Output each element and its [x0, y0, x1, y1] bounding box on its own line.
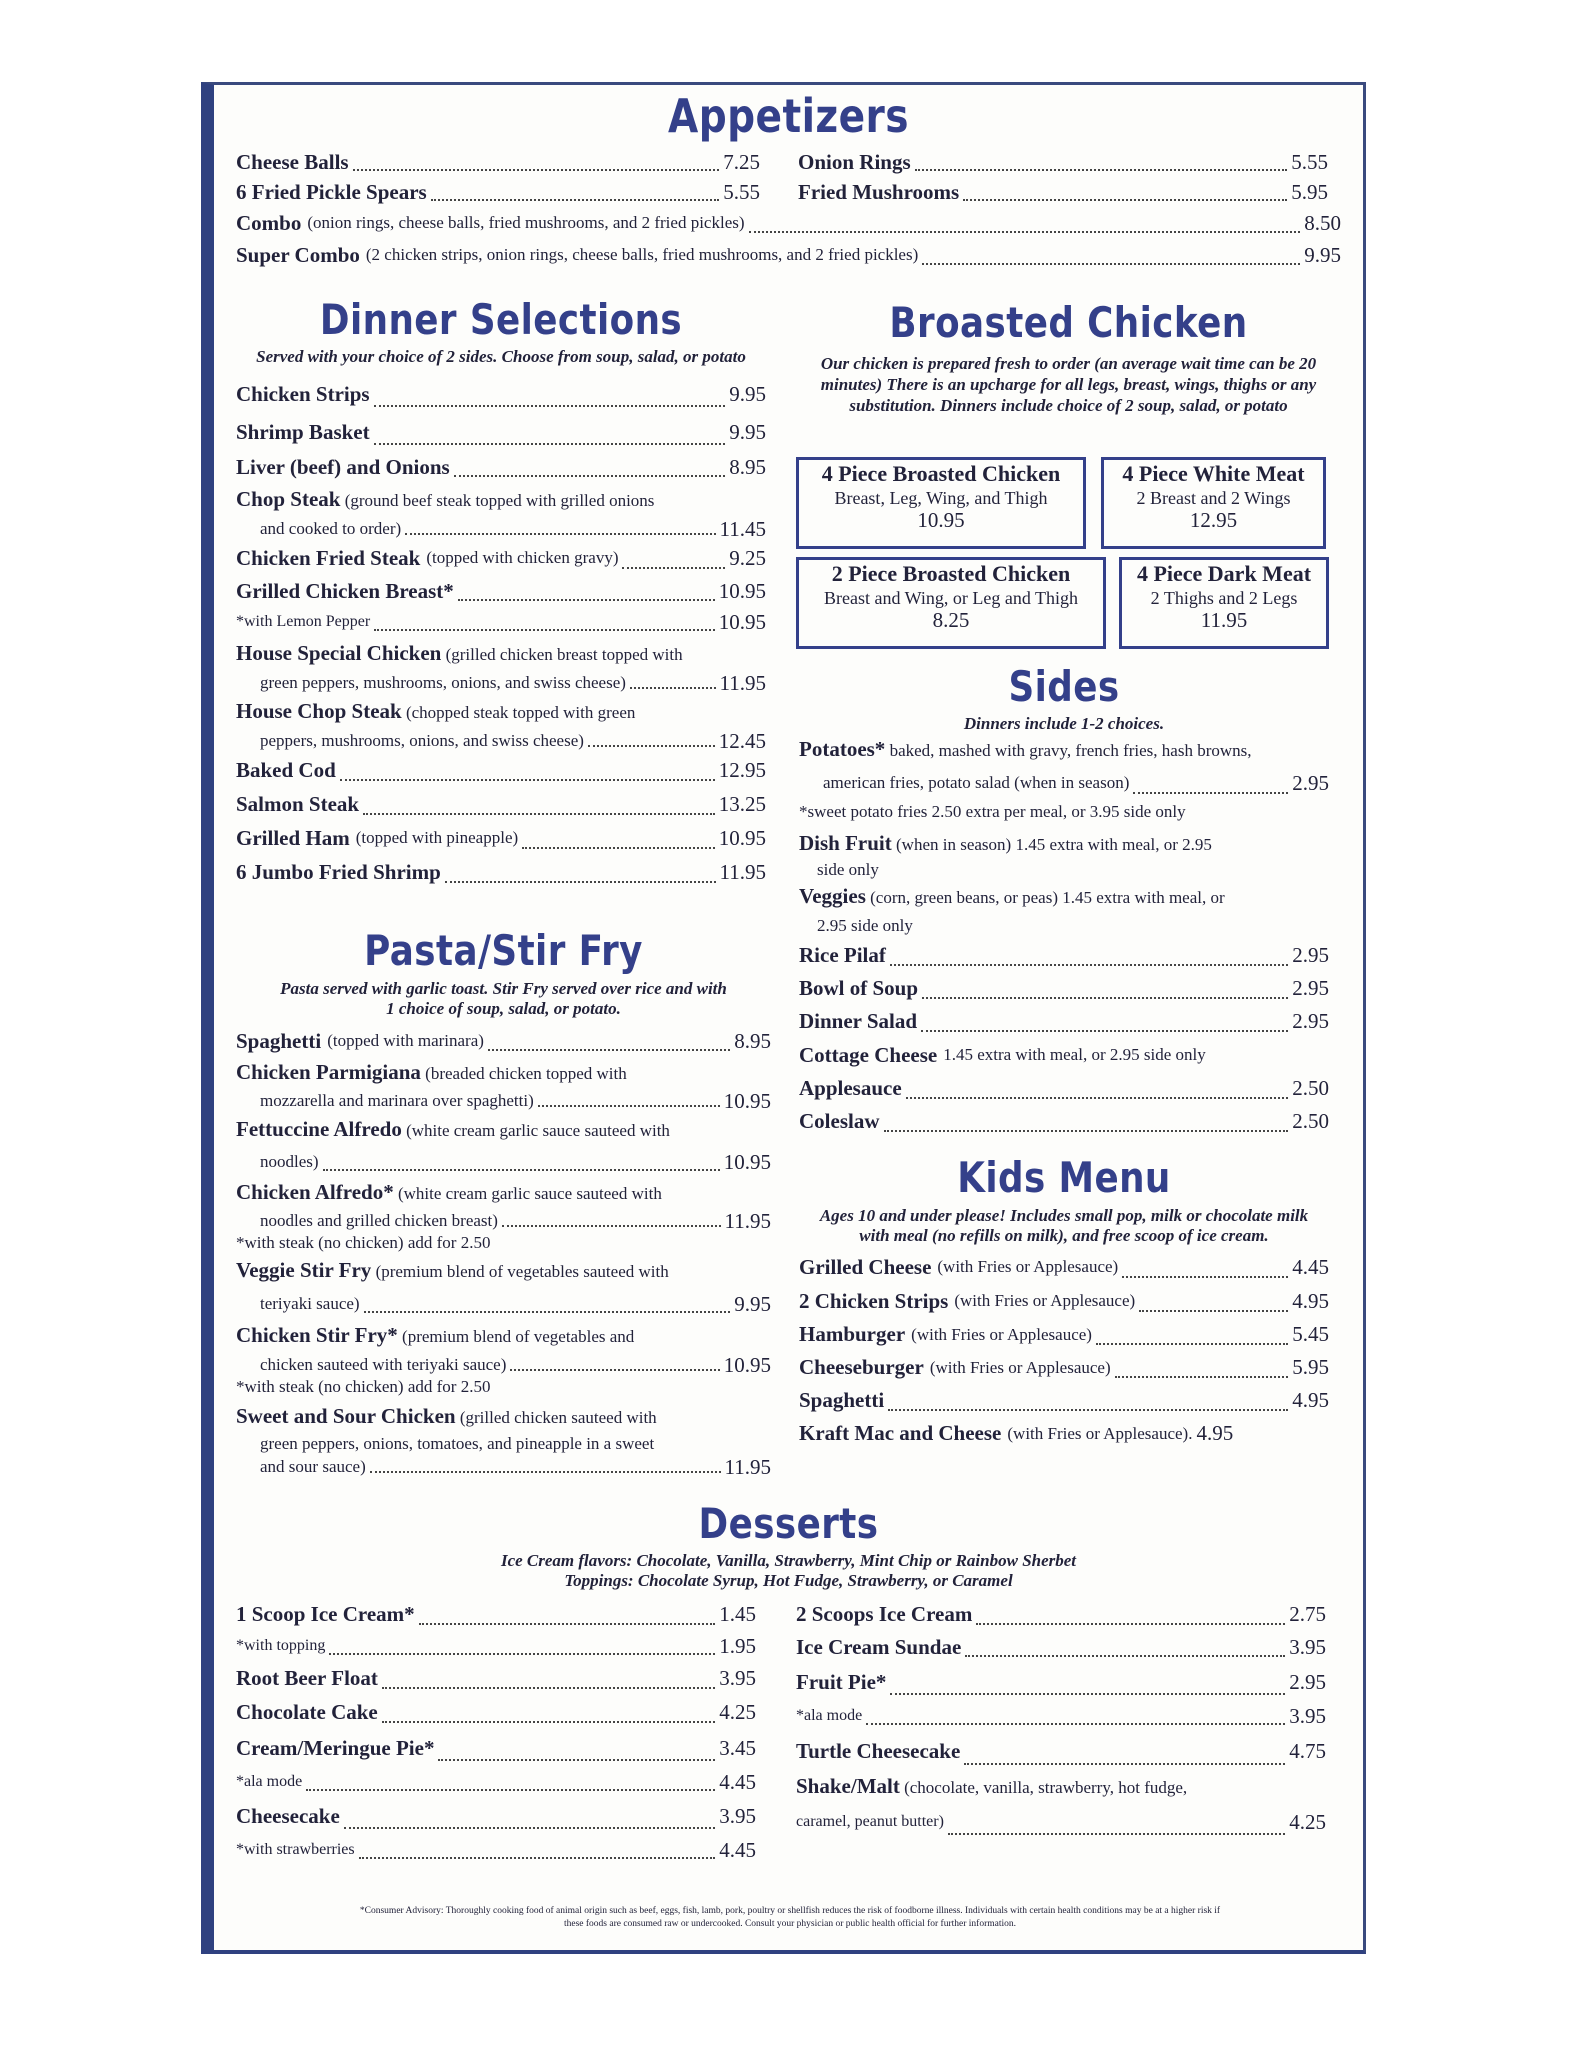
dessert-item-shake: Shake/Malt (chocolate, vanilla, strawberry, hot fudge,: [796, 1774, 1188, 1798]
menu-page: [201, 82, 1366, 1954]
desserts-section: [236, 1497, 1341, 1865]
side-item-cont: side only: [817, 860, 879, 879]
kids-title: Kids Menu: [957, 1153, 1171, 1202]
sides-title: Sides: [1008, 662, 1120, 711]
broasted-box-white: 4 Piece White Meat 2 Breast and 2 Wings 12.95: [1101, 457, 1326, 549]
appetizers-title: Appetizers: [668, 89, 909, 143]
pasta-title: Pasta/Stir Fry: [364, 926, 643, 975]
dessert-item-cont: caramel, peanut butter) 4.25: [796, 1810, 1326, 1834]
menu-item: Grilled Ham (topped with pineapple) 10.95: [236, 826, 766, 850]
menu-item: Liver (beef) and Onions 8.95: [236, 455, 766, 479]
sides-subtitle: Dinners include 1-2 choices.: [963, 714, 1165, 733]
menu-item: 6 Fried Pickle Spears 5.55: [236, 180, 760, 204]
dessert-item: *ala mode 3.95: [796, 1704, 1326, 1728]
menu-item: Grilled Chicken Breast* 10.95: [236, 579, 766, 603]
kids-item: Cheeseburger (with Fries or Applesauce) 5.95: [799, 1355, 1329, 1379]
broasted-box-2pc: 2 Piece Broasted Chicken Breast and Wing, or Leg and Thigh 8.25: [796, 557, 1106, 649]
menu-item: Chicken Strips 9.95: [236, 382, 766, 406]
menu-item-cont: green peppers, onions, tomatoes, and pineapple in a sweet: [260, 1434, 655, 1453]
side-item-fruit: Dish Fruit (when in season) 1.45 extra with meal, or 2.95: [799, 831, 1212, 855]
menu-item: Sweet and Sour Chicken (grilled chicken sauteed with: [236, 1404, 657, 1428]
side-item: Bowl of Soup 2.95: [799, 976, 1329, 1000]
dessert-item: *with strawberries 4.45: [236, 1838, 756, 1862]
broasted-section: [796, 293, 1341, 416]
desserts-right: [796, 1597, 1326, 1865]
side-item: Rice Pilaf 2.95: [799, 943, 1329, 967]
side-item-cont: 2.95 side only: [817, 916, 913, 935]
menu-item: Salmon Steak 13.25: [236, 792, 766, 816]
menu-item-cont: mozzarella and marinara over spaghetti) 10.95: [260, 1089, 771, 1113]
dessert-item: Cheesecake 3.95: [236, 1804, 756, 1828]
menu-item-super-combo: Super Combo (2 chicken strips, onion rings, cheese balls, fried mushrooms, and 2 fried pickles) 9.95: [236, 243, 1341, 267]
menu-item: Baked Cod 12.95: [236, 758, 766, 782]
menu-item-cont: noodles and grilled chicken breast) 11.95: [260, 1209, 771, 1233]
broasted-box-4pc: 4 Piece Broasted Chicken Breast, Leg, Wing, and Thigh 10.95: [796, 457, 1086, 549]
kids-subtitle: Ages 10 and under please! Includes small pop, milk or chocolate milk with meal (no refills on milk), and free scoop of ice cream.: [819, 1206, 1309, 1245]
broasted-subtitle: Our chicken is prepared fresh to order (an average wait time can be 20 minutes) There is an upcharge for all legs, breast, wings, thighs or any substitution. Dinners include choice of 2 soup, salad, or potato: [820, 354, 1317, 415]
menu-item-cont: chicken sauteed with teriyaki sauce) 10.95: [260, 1353, 771, 1377]
desserts-title: Desserts: [698, 1499, 879, 1548]
side-item: Cottage Cheese 1.45 extra with meal, or 2.95 side only: [799, 1043, 1206, 1067]
side-item: Applesauce 2.50: [799, 1076, 1329, 1100]
menu-item-cont: peppers, mushrooms, onions, and swiss cheese) 12.45: [260, 729, 766, 753]
menu-item-cont: and sour sauce) 11.95: [260, 1455, 771, 1479]
advisory-line-1: *Consumer Advisory: Thoroughly cooking food of animal origin such as beef, eggs, fish, lamb, pork, poultry or shellfish reduces the risk of foodborne illness. Individuals with certain health conditions may be at a higher risk if: [359, 1906, 1221, 1916]
menu-item: House Special Chicken (grilled chicken breast topped with: [236, 641, 683, 665]
menu-item: Veggie Stir Fry (premium blend of vegetables sauteed with: [236, 1258, 669, 1282]
pasta-section: [236, 923, 771, 1479]
kids-section: [799, 1150, 1329, 1450]
menu-item: 6 Jumbo Fried Shrimp 11.95: [236, 860, 766, 884]
side-item: Dinner Salad 2.95: [799, 1009, 1329, 1033]
menu-item: Fettuccine Alfredo (white cream garlic sauce sauteed with: [236, 1117, 670, 1141]
menu-item-combo: Combo (onion rings, cheese balls, fried mushrooms, and 2 fried pickles) 8.50: [236, 211, 1341, 235]
pasta-subtitle: Pasta served with garlic toast. Stir Fry served over rice and with 1 choice of soup, salad, or potato.: [280, 979, 727, 1018]
desserts-subtitle-flavors: Ice Cream flavors: Chocolate, Vanilla, Strawberry, Mint Chip or Rainbow Sherbet: [500, 1551, 1077, 1570]
desserts-subtitle-toppings: Toppings: Chocolate Syrup, Hot Fudge, Strawberry, or Caramel: [564, 1571, 1013, 1590]
desserts-left: [236, 1597, 756, 1865]
kids-item: Grilled Cheese (with Fries or Applesauce) 4.45: [799, 1255, 1329, 1279]
kids-item: Spaghetti 4.95: [799, 1388, 1329, 1412]
advisory-line-2: these foods are consumed raw or undercooked. Consult your physician or public health official for further information.: [563, 1919, 1016, 1929]
menu-item: Cheese Balls 7.25: [236, 150, 760, 174]
kids-item: 2 Chicken Strips (with Fries or Applesauce) 4.95: [799, 1289, 1329, 1313]
dessert-item: *with topping 1.95: [236, 1634, 756, 1658]
sides-section: [799, 660, 1329, 1138]
menu-item-note: *with steak (no chicken) add for 2.50: [236, 1233, 491, 1252]
appetizers-section: [236, 85, 1341, 271]
appetizers-right: [798, 147, 1328, 207]
dessert-item: Ice Cream Sundae 3.95: [796, 1635, 1326, 1659]
menu-item: Chicken Alfredo* (white cream garlic sauce sauteed with: [236, 1180, 662, 1204]
menu-item-cont: green peppers, mushrooms, onions, and swiss cheese) 11.95: [260, 671, 766, 695]
dessert-item: Cream/Meringue Pie* 3.45: [236, 1736, 756, 1760]
dessert-item: Fruit Pie* 2.95: [796, 1670, 1326, 1694]
dinner-title: Dinner Selections: [319, 295, 683, 344]
appetizers-left: [236, 147, 760, 207]
broasted-title: Broasted Chicken: [889, 298, 1248, 347]
dessert-item: Chocolate Cake 4.25: [236, 1700, 756, 1724]
side-item-note: *sweet potato fries 2.50 extra per meal, or 3.95 side only: [799, 802, 1186, 821]
menu-item: Chicken Parmigiana (breaded chicken topped with: [236, 1060, 627, 1084]
side-item-cont: american fries, potato salad (when in season) 2.95: [823, 771, 1329, 795]
consumer-advisory: [220, 1905, 1360, 1931]
menu-item: Chop Steak (ground beef steak topped with grilled onions: [236, 487, 655, 511]
side-item-potatoes: Potatoes* baked, mashed with gravy, french fries, hash browns,: [799, 737, 1252, 761]
menu-item: Chicken Stir Fry* (premium blend of vegetables and: [236, 1323, 635, 1347]
dessert-item: 2 Scoops Ice Cream 2.75: [796, 1602, 1326, 1626]
menu-item: Shrimp Basket 9.95: [236, 420, 766, 444]
menu-item-cont: teriyaki sauce) 9.95: [260, 1292, 771, 1316]
menu-item: House Chop Steak (chopped steak topped with green: [236, 699, 636, 723]
menu-item: Fried Mushrooms 5.95: [798, 180, 1328, 204]
side-item-veggies: Veggies (corn, green beans, or peas) 1.45 extra with meal, or: [799, 884, 1225, 908]
menu-item-cont: and cooked to order) 11.45: [260, 517, 766, 541]
menu-item: Chicken Fried Steak (topped with chicken gravy) 9.25: [236, 546, 766, 570]
side-item: Coleslaw 2.50: [799, 1109, 1329, 1133]
dinner-section: [236, 293, 766, 889]
kids-item: Hamburger (with Fries or Applesauce) 5.45: [799, 1322, 1329, 1346]
dessert-item: 1 Scoop Ice Cream* 1.45: [236, 1602, 756, 1626]
menu-item: Spaghetti (topped with marinara) 8.95: [236, 1029, 771, 1053]
broasted-box-dark: 4 Piece Dark Meat 2 Thighs and 2 Legs 11.95: [1119, 557, 1329, 649]
dessert-item: *ala mode 4.45: [236, 1770, 756, 1794]
menu-item-note: *with steak (no chicken) add for 2.50: [236, 1377, 491, 1396]
menu-item: Onion Rings 5.55: [798, 150, 1328, 174]
kids-item: Kraft Mac and Cheese (with Fries or Applesauce). 4.95: [799, 1421, 1234, 1445]
dessert-item: Turtle Cheesecake 4.75: [796, 1739, 1326, 1763]
dinner-subtitle: Served with your choice of 2 sides. Choose from soup, salad, or potato: [256, 347, 746, 366]
menu-item: *with Lemon Pepper 10.95: [236, 610, 766, 634]
dessert-item: Root Beer Float 3.95: [236, 1666, 756, 1690]
menu-item-cont: noodles) 10.95: [260, 1150, 771, 1174]
